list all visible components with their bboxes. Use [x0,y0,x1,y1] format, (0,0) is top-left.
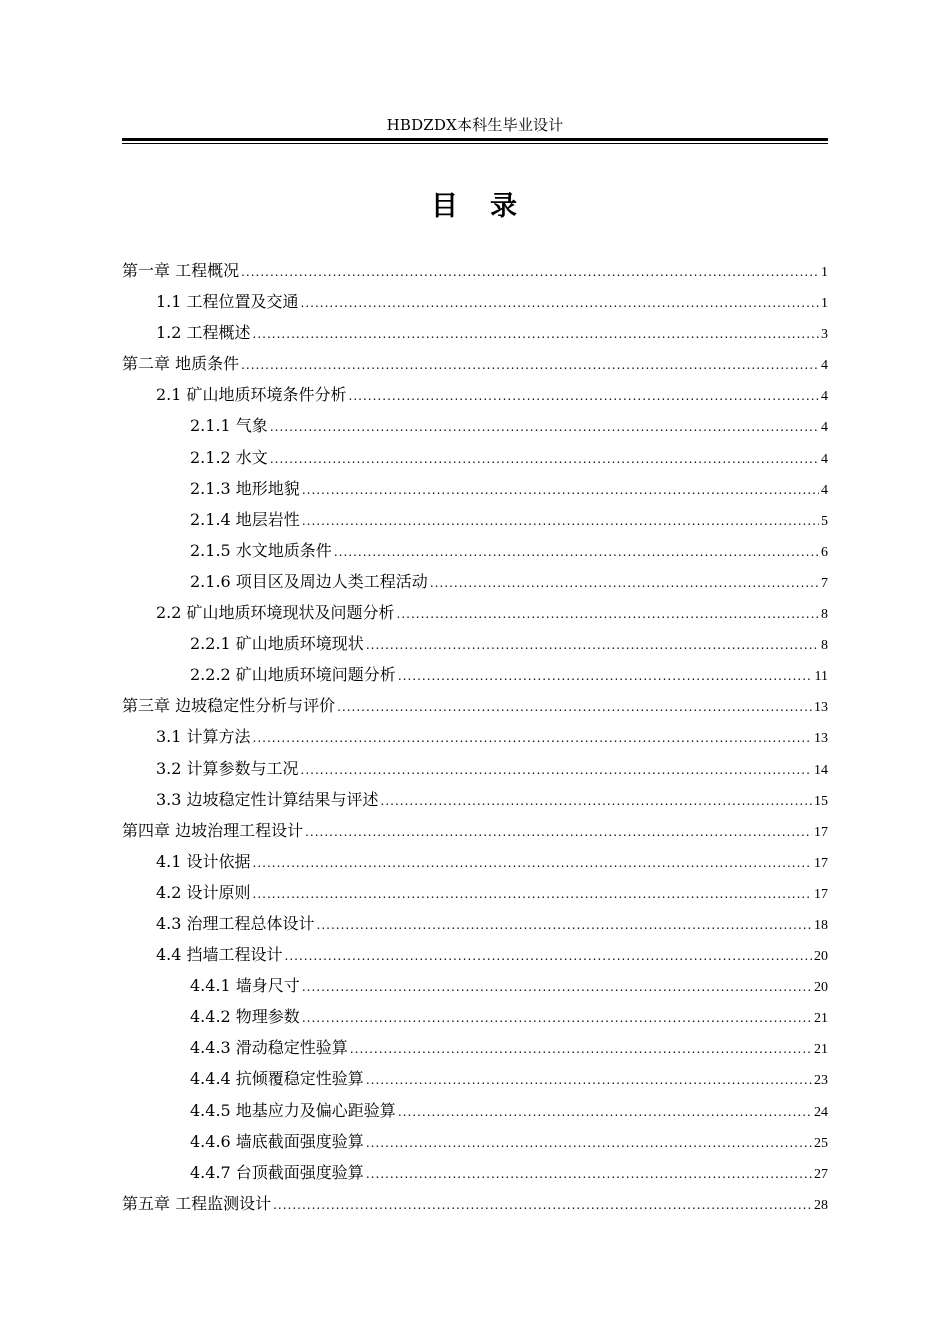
toc-entry[interactable] [122,690,828,721]
toc-entry-label: 3.2 计算参数与工况 [156,758,299,778]
toc-entry-page-number: 15 [814,793,828,809]
toc-entry-label: 2.1.5 水文地质条件 [190,540,332,560]
header-rule-thin [122,143,828,144]
toc-entry-label: 4.4.7 台顶截面强度验算 [190,1162,364,1182]
toc-entry-page-number: 8 [821,638,828,654]
toc-entry-label: 3.1 计算方法 [156,727,251,747]
toc-dot-leader [366,1065,812,1096]
header-rule-thick [122,138,828,141]
toc-entry-page-number: 1 [821,296,828,312]
toc-entry-page-number: 28 [814,1197,828,1213]
toc-entry-label: 4.4.6 墙底截面强度验算 [190,1131,364,1151]
toc-dot-leader [285,941,812,972]
toc-entry[interactable] [122,473,828,504]
title-char-1: 目 [431,191,460,222]
toc-entry[interactable] [122,504,828,535]
toc-entry[interactable] [122,317,828,348]
toc-entry-label: 1.2 工程概述 [156,323,251,343]
toc-entry-label: 1.1 工程位置及交通 [156,292,299,312]
toc-entry[interactable] [122,846,828,877]
toc-entry-page-number: 8 [821,607,828,623]
toc-entry-page-number: 17 [814,824,828,840]
toc-entry-page-number: 21 [814,1042,828,1058]
toc-dot-leader [430,568,819,599]
title-char-2: 录 [490,191,519,222]
toc-dot-leader [317,910,812,941]
toc-dot-leader [302,506,819,537]
toc-entry-label: 4.4.1 墙身尺寸 [190,976,300,996]
running-header: HBDZDX本科生毕业设计 [386,116,564,134]
toc-entry-label: 第二章 地质条件 [122,354,240,374]
toc-entry-label: 4.4.2 物理参数 [190,1007,300,1027]
toc-entry[interactable] [122,1063,828,1094]
toc-entry-label: 4.4.5 地基应力及偏心距验算 [190,1100,396,1120]
table-of-contents [122,255,828,1219]
toc-entry-page-number: 27 [814,1166,828,1182]
toc-entry[interactable] [122,410,828,441]
toc-dot-leader [366,1159,812,1190]
toc-entry-label: 第一章 工程概况 [122,261,240,280]
toc-dot-leader [302,475,819,506]
toc-entry-label: 4.4.3 滑动稳定性验算 [190,1038,348,1058]
toc-entry[interactable] [122,1188,828,1219]
toc-entry-label: 4.4.4 抗倾覆稳定性验算 [190,1069,364,1089]
toc-entry-page-number: 17 [814,886,828,902]
toc-dot-leader [366,630,819,661]
toc-entry[interactable] [122,1032,828,1063]
toc-dot-leader [337,692,812,723]
toc-entry[interactable] [122,1001,828,1032]
toc-dot-leader [366,1128,812,1159]
toc-entry-page-number: 4 [821,482,828,498]
toc-entry-page-number: 14 [814,762,828,778]
toc-dot-leader [253,723,812,754]
toc-entry-page-number: 24 [814,1104,828,1120]
toc-entry[interactable] [122,535,828,566]
toc-entry[interactable] [122,815,828,846]
toc-entry[interactable] [122,1126,828,1157]
toc-entry-page-number: 4 [821,451,828,467]
toc-entry[interactable] [122,628,828,659]
toc-entry-page-number: 4 [821,389,828,405]
toc-dot-leader [398,1097,812,1128]
toc-entry-page-number: 1 [821,265,828,280]
toc-dot-leader [381,786,812,817]
toc-dot-leader [305,817,812,848]
toc-entry-label: 4.3 治理工程总体设计 [156,913,315,933]
page-title [122,184,828,223]
toc-entry-page-number: 5 [821,513,828,529]
toc-dot-leader [302,1003,812,1034]
toc-entry-page-number: 23 [814,1073,828,1089]
toc-entry-label: 4.2 设计原则 [156,882,251,902]
toc-dot-leader [334,537,819,568]
toc-dot-leader [397,599,819,630]
toc-dot-leader [253,848,812,879]
toc-dot-leader [398,661,813,692]
toc-dot-leader [350,1034,812,1065]
toc-entry[interactable] [122,659,828,690]
toc-dot-leader [241,257,819,288]
toc-entry-label: 2.1.3 地形地貌 [190,478,300,498]
toc-dot-leader [301,755,812,786]
toc-dot-leader [349,381,819,412]
toc-entry-page-number: 13 [814,731,828,747]
toc-entry-label: 2.1.1 气象 [190,416,268,436]
toc-entry-page-number: 20 [814,949,828,965]
toc-entry-page-number: 25 [814,1135,828,1151]
toc-entry-label: 2.2.2 矿山地质环境问题分析 [190,665,396,685]
toc-dot-leader [253,879,812,910]
toc-entry[interactable] [122,597,828,628]
toc-entry[interactable] [122,566,828,597]
toc-entry-label: 2.1.6 项目区及周边人类工程活动 [190,571,428,591]
toc-entry-label: 2.1.4 地层岩性 [190,509,300,529]
toc-dot-leader [301,288,819,319]
toc-entry[interactable] [122,721,828,752]
toc-entry-label: 第四章 边坡治理工程设计 [122,820,304,840]
toc-entry-label: 第五章 工程监测设计 [122,1193,272,1213]
toc-entry-label: 第三章 边坡稳定性分析与评价 [122,696,336,716]
toc-entry-label: 2.1 矿山地质环境条件分析 [156,385,347,405]
toc-entry-label: 2.1.2 水文 [190,447,268,467]
toc-entry-label: 3.3 边坡稳定性计算结果与评述 [156,789,379,809]
toc-entry[interactable] [122,970,828,1001]
toc-entry-page-number: 17 [814,855,828,871]
toc-entry[interactable] [122,442,828,473]
toc-entry-page-number: 20 [814,980,828,996]
toc-entry[interactable] [122,255,828,286]
toc-entry-label: 2.2 矿山地质环境现状及问题分析 [156,603,395,623]
toc-entry[interactable] [122,286,828,317]
toc-dot-leader [302,972,812,1003]
toc-entry-page-number: 4 [821,420,828,436]
toc-entry-label: 4.4 挡墙工程设计 [156,945,283,965]
toc-dot-leader [241,350,819,381]
toc-entry[interactable] [122,348,828,379]
toc-dot-leader [253,319,819,350]
toc-entry[interactable] [122,379,828,410]
toc-entry-page-number: 21 [814,1011,828,1027]
toc-entry[interactable] [122,1157,828,1188]
toc-dot-leader [270,444,819,475]
toc-entry[interactable] [122,1095,828,1126]
toc-entry[interactable] [122,877,828,908]
toc-entry-page-number: 11 [814,669,828,685]
toc-entry-label: 2.2.1 矿山地质环境现状 [190,634,364,654]
toc-entry-label: 4.1 设计依据 [156,851,251,871]
toc-entry-page-number: 13 [814,700,828,716]
toc-dot-leader [273,1190,812,1221]
toc-entry[interactable] [122,753,828,784]
toc-entry-page-number: 4 [821,358,828,374]
toc-entry-page-number: 7 [821,575,828,591]
toc-entry-page-number: 18 [814,917,828,933]
toc-entry[interactable] [122,939,828,970]
toc-entry[interactable] [122,784,828,815]
toc-entry-page-number: 6 [821,544,828,560]
toc-entry-page-number: 3 [821,327,828,343]
toc-entry[interactable] [122,908,828,939]
toc-dot-leader [270,412,819,443]
